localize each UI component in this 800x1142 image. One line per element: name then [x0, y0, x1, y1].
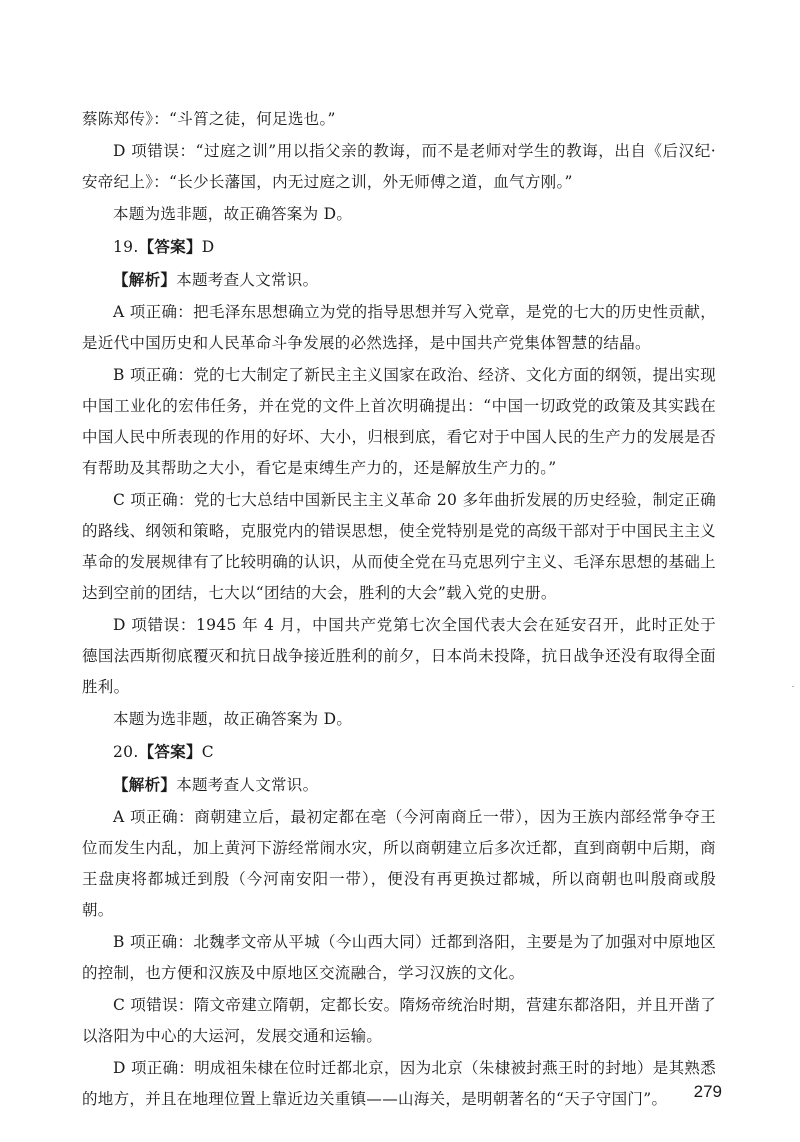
- section-marker: 【答案】: [138, 742, 202, 761]
- paragraph-19-conclusion: 本题为选非题，故正确答案为 D。: [113, 710, 353, 728]
- paragraph-19-option-b: B 项正确：党的七大制定了新民主主义国家在政治、经济、文化方面的纲领，提出实现中国工业化的宏伟任务，并在党的文件上首次明确提出：“中国一切政党的政策及其实践在中国人民中所表现的作用的好坏、大小，归根到底，看它对于中国人民的生产力的发展是否有帮助及其帮助之大小，看它是束缚生产力的，还是解放生产力的。”: [82, 366, 716, 477]
- question-19-answer: 19.【答案】D: [113, 237, 215, 256]
- paragraph-continuation: 蔡陈郑传》：“斗筲之徒，何足选也。”: [82, 110, 336, 128]
- paragraph-19-option-d: D 项错误：1945 年 4 月，中国共产党第七次全国代表大会在延安召开，此时正处于德国法西斯彻底覆灭和抗日战争接近胜利的前夕，日本尚未投降，抗日战争还没有取得全面胜利。: [82, 616, 716, 696]
- question-20-analysis-heading: 【解析】本题考查人文常识。: [113, 775, 319, 794]
- paragraph-18-conclusion: 本题为选非题，故正确答案为 D。: [113, 205, 353, 223]
- paragraph-19-option-a: A 项正确：把毛泽东思想确立为党的指导思想并写入党章，是党的七大的历史性贡献，是近代中国历史和人民革命斗争发展的必然选择，是中国共产党集体智慧的结晶。: [82, 303, 716, 352]
- paragraph-20-option-c: C 项错误：隋文帝建立隋朝，定都长安。隋炀帝统治时期，营建东都洛阳，并且开凿了以洛阳为中心的大运河，发展交通和运输。: [82, 996, 716, 1045]
- paragraph-18-option-d: D 项错误：“过庭之训”用以指父亲的教诲，而不是老师对学生的教诲，出自《后汉纪·安帝纪上》：“长少长藩国，内无过庭之训，外无师傅之道，血气方刚。”: [82, 142, 716, 191]
- paragraph-20-option-d: D 项正确：明成祖朱棣在位时迁都北京，因为北京（朱棣被封燕王时的封地）是其熟悉的地方，并且在地理位置上靠近边关重镇——山海关，是明朝著名的“天子守国门”。: [82, 1059, 716, 1108]
- section-marker: 【解析】: [113, 775, 177, 794]
- section-marker: 【解析】: [113, 270, 177, 289]
- question-19-analysis-heading: 【解析】本题考查人文常识。: [113, 270, 319, 289]
- page-body: [82, 104, 716, 1116]
- question-20-answer: 20.【答案】C: [113, 742, 214, 761]
- scan-edge-mark: [792, 686, 794, 687]
- paragraph-19-option-c: C 项正确：党的七大总结中国新民主主义革命 20 多年曲折发展的历史经验，制定正确的路线、纲领和策略，克服党内的错误思想，使全党特别是党的高级干部对于中国民主主义革命的发展规律有了比较明确的认识，从而使全党在马克思列宁主义、毛泽东思想的基础上达到空前的团结，七大以“团结的大会，胜利的大会”载入党的史册。: [82, 491, 716, 602]
- paragraph-20-option-b: B 项正确：北魏孝文帝从平城（今山西大同）迁都到洛阳，主要是为了加强对中原地区的控制，也方便和汉族及中原地区交流融合，学习汉族的文化。: [82, 933, 716, 982]
- paragraph-20-option-a: A 项正确：商朝建立后，最初定都在亳（今河南商丘一带），因为王族内部经常争夺王位而发生内乱，加上黄河下游经常闹水灾，所以商朝建立后多次迁都，直到商朝中后期，商王盘庚将都城迁到殷（今河南安阳一带），便没有再更换过都城，所以商朝也叫殷商或殷朝。: [82, 808, 716, 919]
- section-marker: 【答案】: [138, 237, 202, 256]
- page-number: 279: [693, 1082, 722, 1101]
